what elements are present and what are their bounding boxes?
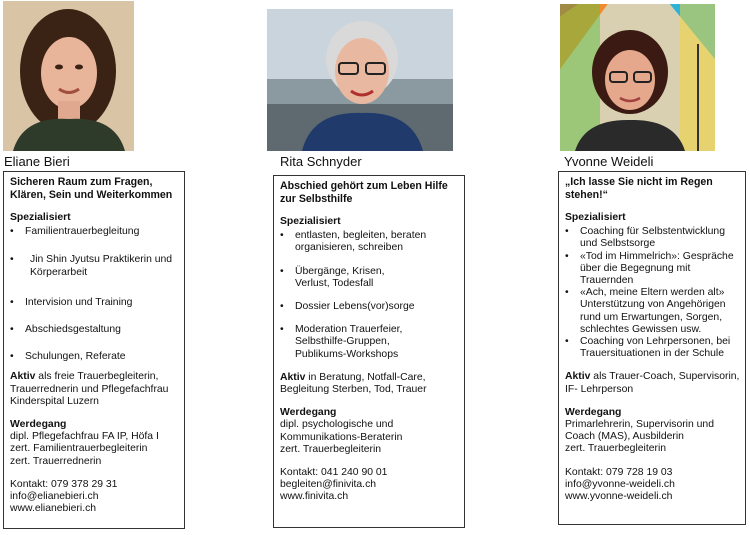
profile-card-eliane xyxy=(3,171,185,529)
list-item: • Dossier Lebens(vor)sorge xyxy=(280,301,459,313)
contact-email[interactable]: begleiten@finivita.ch xyxy=(280,479,377,491)
active-label: Aktiv xyxy=(280,371,306,383)
spec-heading: Spezialisiert xyxy=(565,212,626,223)
active-paragraph xyxy=(565,371,740,395)
active-label: Aktiv xyxy=(565,371,591,383)
list-item: • Moderation Trauerfeier, Selbsthilfe-Gruppen, Publikums-Workshops xyxy=(280,324,459,361)
portrait-image xyxy=(560,4,715,151)
spec-list xyxy=(10,226,179,363)
card-tagline: Abschied gehört zum Leben Hilfe zur Selbsthilfe xyxy=(280,180,448,205)
list-item: • entlasten, begleiten, beraten organisieren, schreiben xyxy=(280,230,459,254)
portrait-image xyxy=(267,9,453,151)
contact-email[interactable]: info@elianebieri.ch xyxy=(10,491,99,503)
list-item: • Schulungen, Referate xyxy=(10,351,179,363)
list-item: • Jin Shin Jyutsu Praktikerin und Körperarbeit xyxy=(10,254,179,278)
active-paragraph xyxy=(280,372,459,396)
contact-website[interactable]: www.yvonne-weideli.ch xyxy=(565,491,673,503)
contact-phone: Kontakt: 041 240 90 01 xyxy=(280,467,388,479)
career-heading: Werdegang xyxy=(565,406,622,418)
active-text: als Trauer-Coach, Supervisorin, IF- Lehrperson xyxy=(565,371,740,395)
contact-email[interactable]: info@yvonne-weideli.ch xyxy=(565,478,675,490)
list-item: • «Tod im Himmelrich»: Gespräche über die Begegnung mit Trauernden xyxy=(565,251,740,288)
list-item: • «Ach, meine Eltern werden alt» Unterstützung von Angehörigen rund um Erwartungen, Sorgen, schlechtes Gewissen usw. xyxy=(565,287,740,336)
card-tagline: „Ich lasse Sie nicht im Regen stehen!“ xyxy=(565,176,713,201)
career-line: dipl. psychologische und xyxy=(280,419,394,431)
list-item: • Übergänge, Krisen, Verlust, Todesfall xyxy=(280,266,459,290)
card-tagline: Sicheren Raum zum Fragen, Klären, Sein und Weiterkommen xyxy=(10,176,173,201)
active-text: in Beratung, Notfall-Care, Begleitung Sterben, Tod, Trauer xyxy=(280,371,427,396)
photo-eliane-bieri xyxy=(3,1,134,151)
contact-website[interactable]: www.finivita.ch xyxy=(280,491,349,503)
portrait-image xyxy=(3,1,134,151)
active-paragraph xyxy=(10,371,179,408)
photo-rita-schnyder xyxy=(267,9,453,151)
career-heading: Werdegang xyxy=(10,419,67,431)
spec-heading: Spezialisiert xyxy=(10,212,71,223)
spec-list xyxy=(565,226,740,360)
contact-phone: Kontakt: 079 728 19 03 xyxy=(565,466,673,478)
list-item: • Abschiedsgestaltung xyxy=(10,324,179,336)
spec-heading: Spezialisiert xyxy=(280,216,341,227)
contact-phone: Kontakt: 079 378 29 31 xyxy=(10,478,118,490)
contact-website[interactable]: www.elianebieri.ch xyxy=(10,503,97,515)
career-line: zert. Familientrauerbegleiterin xyxy=(10,443,148,455)
career-line: Primarlehrerin, Supervisorin und xyxy=(565,419,714,431)
career-line: zert. Trauerrednerin xyxy=(10,455,102,467)
career-line: dipl. Pflegefachfrau FA IP, Höfa I xyxy=(10,431,159,443)
career-line: Coach (MAS), Ausbilderin xyxy=(565,431,684,443)
career-line: zert. Trauerbegleiterin xyxy=(565,443,667,455)
list-item: • Coaching für Selbstentwicklung und Selbstsorge xyxy=(565,226,740,250)
list-item: • Familientrauerbegleitung xyxy=(10,226,179,238)
photo-yvonne-weideli xyxy=(560,4,715,151)
career-line: zert. Trauerbegleiterin xyxy=(280,443,382,455)
active-label: Aktiv xyxy=(10,371,36,383)
person-name: Rita Schnyder xyxy=(280,154,362,169)
list-item: • Coaching von Lehrpersonen, bei Trauersituationen in der Schule xyxy=(565,336,740,360)
list-item: • Intervision und Training xyxy=(10,297,179,309)
person-name: Yvonne Weideli xyxy=(564,154,654,169)
profile-card-rita xyxy=(273,175,465,528)
person-name: Eliane Bieri xyxy=(4,154,70,169)
profile-card-yvonne xyxy=(558,171,746,525)
career-line: Kommunikations-Beraterin xyxy=(280,431,403,443)
active-text: als freie Trauerbegleiterin, Trauerrednerin und Pflegefachfrau Kinderspital Luzern xyxy=(10,371,169,407)
career-heading: Werdegang xyxy=(280,407,337,419)
spec-list xyxy=(280,230,459,361)
